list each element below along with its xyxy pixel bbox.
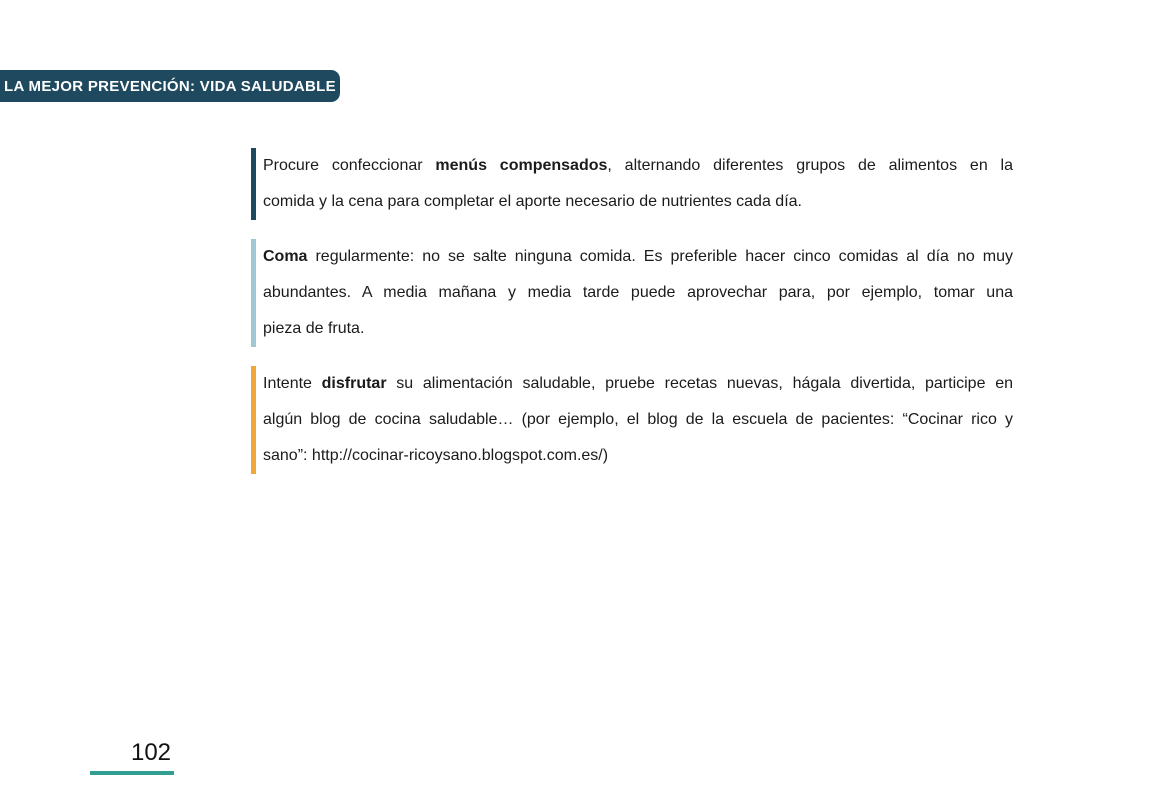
page-number: 102: [130, 739, 172, 766]
paragraph-line: [263, 366, 1013, 402]
text-segment: regularmente: no se salte ninguna comida. Es preferible hacer cinco comidas al día no muy: [307, 248, 1013, 265]
text-segment: su alimentación saludable, pruebe recetas nuevas, hágala divertida, participe en: [386, 375, 1013, 392]
paragraph-line: [263, 438, 1013, 474]
paragraph-line: [263, 239, 1013, 275]
text-segment: Coma: [263, 248, 308, 265]
paragraph-text: [263, 366, 1013, 474]
paragraph-text: [263, 239, 1013, 347]
text-segment: , alternando diferentes grupos de alimentos en la: [607, 157, 1013, 174]
text-segment: abundantes. A media mañana y media tarde puede aprovechar para, por ejemplo, tomar una: [263, 284, 1013, 301]
paragraph-line: [263, 275, 1013, 311]
callout-paragraph-coma: [251, 239, 1013, 347]
section-header-badge: [0, 70, 340, 102]
text-segment: ): [602, 447, 609, 464]
blog-url: http://cocinar-ricoysano.blogspot.com.es/: [311, 447, 603, 464]
text-segment: disfrutar: [321, 375, 387, 392]
text-segment: pieza de fruta.: [263, 320, 365, 337]
text-segment: sano”:: [263, 447, 312, 464]
text-segment: Intente: [263, 375, 322, 392]
text-segment: Procure confeccionar: [263, 157, 436, 174]
page-number-rule: [90, 771, 174, 775]
text-segment: comida y la cena para completar el aporte necesario de nutrientes cada día.: [263, 193, 802, 210]
paragraph-line: [263, 184, 1013, 220]
paragraph-line: [263, 311, 1013, 347]
text-segment: menús compensados: [435, 157, 608, 174]
section-header-label: LA MEJOR PREVENCIÓN: VIDA SALUDABLE: [4, 77, 336, 95]
callout-paragraph-disfrutar: [251, 366, 1013, 474]
paragraph-line: [263, 148, 1013, 184]
page-content: [251, 148, 1013, 493]
callout-paragraph-menus: [251, 148, 1013, 220]
text-segment: algún blog de cocina saludable… (por ejemplo, el blog de la escuela de pacientes: “Cocinar rico y: [263, 411, 1013, 428]
paragraph-line: [263, 402, 1013, 438]
paragraph-text: [263, 148, 1013, 220]
